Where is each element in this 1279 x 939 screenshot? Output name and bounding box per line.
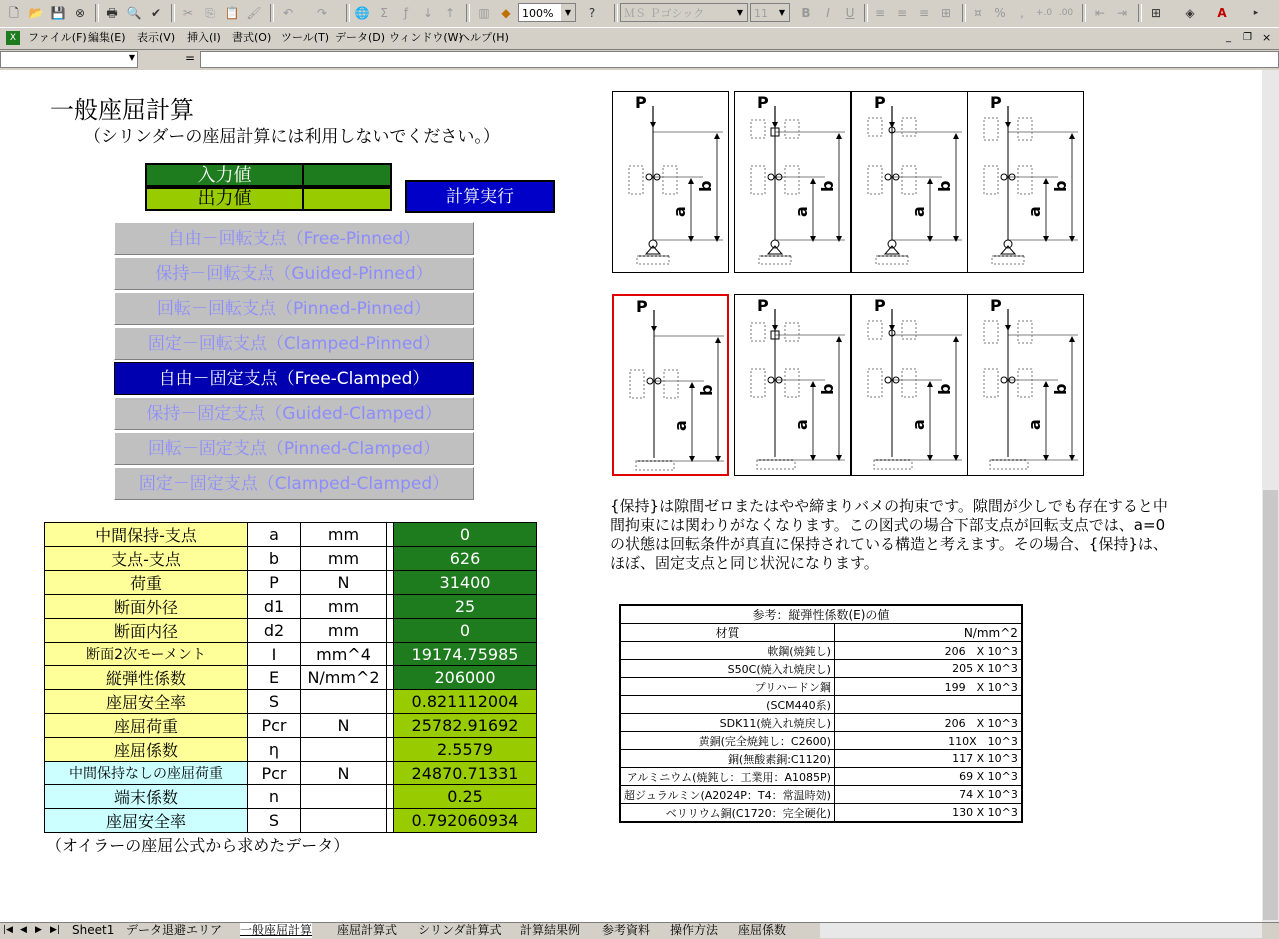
currency-icon[interactable]: ¤	[974, 6, 982, 20]
calc-symbol: Pcr	[248, 762, 301, 785]
calc-symbol: n	[248, 785, 301, 809]
case-pinned-clamped-button[interactable]: 回転－固定支点（Pinned-Clamped）	[114, 432, 474, 465]
support-diagram	[734, 91, 851, 273]
minimize-icon[interactable]: _	[1226, 32, 1231, 43]
ref-row	[620, 714, 1022, 732]
dimension-label-b: b	[1051, 383, 1070, 395]
calc-gap	[387, 571, 394, 595]
calc-value[interactable]: 25	[394, 595, 537, 619]
dimension-label-b: b	[696, 180, 715, 192]
calc-row	[45, 666, 537, 690]
calc-value[interactable]: 0	[394, 523, 537, 547]
calc-symbol: P	[248, 571, 301, 595]
calc-gap	[387, 762, 394, 785]
percent-icon[interactable]: %	[994, 6, 1006, 20]
align-right-icon[interactable]: ≡	[918, 6, 930, 20]
calc-label: 断面2次モーメント	[45, 643, 248, 666]
tab-result-examples[interactable]: 計算結果例	[520, 923, 581, 937]
dimension-label-b: b	[935, 383, 954, 395]
ref-title: 参考：縦弾性係数(E)の値	[620, 605, 1022, 624]
toolbar-separator	[466, 4, 470, 22]
dimension-label-b: b	[935, 180, 954, 192]
ref-material: (SCM440系)	[620, 696, 834, 714]
calc-label: 座屈荷重	[45, 714, 248, 738]
calc-label: 断面外径	[45, 595, 248, 619]
increase-indent-icon[interactable]: ⇥	[1116, 6, 1128, 20]
calc-unit: N	[301, 762, 387, 785]
decrease-indent-icon[interactable]: ⇤	[1094, 6, 1106, 20]
autosum-icon[interactable]: Σ	[380, 6, 388, 20]
calc-unit: mm^4	[301, 643, 387, 666]
toolbar-separator	[171, 4, 175, 22]
load-label-p: P	[874, 296, 886, 315]
ref-material: SDK11(焼入れ焼戻し)	[620, 714, 834, 732]
toolbar-separator	[1082, 4, 1086, 22]
legend-output	[145, 187, 392, 211]
dimension-label-a: a	[909, 206, 928, 217]
ref-material: 超ジュラルミン(A2024P：T4：常温時効)	[620, 786, 834, 804]
calc-symbol: S	[248, 690, 301, 714]
ref-row	[620, 750, 1022, 768]
diagram-drawing	[968, 92, 1083, 272]
support-diagram	[851, 294, 968, 476]
ref-material: アルミニウム(焼鈍し：工業用：A1085P)	[620, 768, 834, 786]
ref-row	[620, 732, 1022, 750]
vertical-scrollbar[interactable]	[1262, 70, 1279, 922]
load-label-p: P	[636, 297, 648, 316]
hyperlink-icon[interactable]: 🌐	[354, 6, 370, 20]
calc-value: 25782.91692	[394, 714, 537, 738]
format-painter-icon[interactable]: 🖌	[246, 6, 262, 20]
dimension-label-a: a	[909, 419, 928, 430]
calc-label: 座屈安全率	[45, 809, 248, 833]
first-sheet-icon[interactable]: |◀	[3, 925, 13, 935]
increase-decimal-icon[interactable]: +.0	[1035, 8, 1053, 18]
calc-value[interactable]: 206000	[394, 666, 537, 690]
toolbar-separator	[1138, 4, 1142, 22]
calc-row	[45, 643, 537, 666]
ref-row	[620, 768, 1022, 786]
dimension-label-a: a	[671, 420, 690, 431]
support-diagram	[967, 91, 1084, 273]
bold-icon[interactable]: B	[801, 6, 811, 20]
menu-format[interactable]: 書式(O)	[232, 31, 272, 44]
calc-gap	[387, 547, 394, 571]
legend-divider	[302, 189, 304, 209]
case-guided-pinned-button[interactable]: 保持－回転支点（Guided-Pinned）	[114, 257, 474, 290]
decrease-decimal-icon[interactable]: .00	[1058, 8, 1074, 18]
dimension-label-a: a	[792, 206, 811, 217]
calc-value: 0.821112004	[394, 690, 537, 714]
chevron-down-icon: ▼	[775, 4, 789, 21]
cut-icon[interactable]: ✂	[182, 6, 194, 20]
ref-modulus: 130 X 10^3	[834, 804, 1022, 823]
calc-row	[45, 619, 537, 643]
calc-label: 端末係数	[45, 785, 248, 809]
calc-label: 座屈安全率	[45, 690, 248, 714]
calc-gap	[387, 690, 394, 714]
calc-label: 中間保持-支点	[45, 523, 248, 547]
zoom-value: 100%	[522, 7, 554, 20]
calc-symbol: S	[248, 809, 301, 833]
ref-modulus: 205 X 10^3	[834, 660, 1022, 678]
ref-modulus: 74 X 10^3	[834, 786, 1022, 804]
diagram-drawing	[735, 295, 850, 475]
excel-doc-icon[interactable]: X	[6, 31, 20, 45]
calc-row	[45, 785, 537, 809]
tab-general-buckling[interactable]: 一般座屈計算	[240, 923, 313, 937]
calc-gap	[387, 619, 394, 643]
ref-material: ベリリウム銅(C1720：完全硬化)	[620, 804, 834, 823]
menu-file[interactable]: ファイル(F)	[28, 31, 87, 44]
calc-row	[45, 809, 537, 833]
menu-window[interactable]: ウィンドウ(W)	[389, 31, 463, 44]
formula-bar	[0, 49, 1279, 70]
case-pinned-pinned-button[interactable]: 回転－回転支点（Pinned-Pinned）	[114, 292, 474, 325]
toolbar-separator	[962, 4, 966, 22]
legend-input	[145, 163, 392, 187]
calc-value[interactable]: 31400	[394, 571, 537, 595]
case-guided-clamped-button[interactable]: 保持－固定支点（Guided-Clamped）	[114, 397, 474, 430]
comma-icon[interactable]: ,	[1020, 6, 1024, 20]
menu-view[interactable]: 表示(V)	[137, 31, 176, 44]
calc-row	[45, 547, 537, 571]
ref-row	[620, 642, 1022, 660]
toolbar-separator	[614, 4, 618, 22]
tab-data-backup[interactable]: データ退避エリア	[126, 923, 223, 937]
close-icon[interactable]: ×	[1262, 31, 1272, 44]
case-clamped-pinned-button[interactable]: 固定－回転支点（Clamped-Pinned）	[114, 327, 474, 360]
support-diagram	[612, 294, 729, 476]
calc-value[interactable]: 0	[394, 619, 537, 643]
calc-gap	[387, 785, 394, 809]
menu-data[interactable]: データ(D)	[335, 31, 386, 44]
ref-modulus: 206 X 10^3	[834, 642, 1022, 660]
load-label-p: P	[757, 296, 769, 315]
calc-label: 縦弾性係数	[45, 666, 248, 690]
load-label-p: P	[757, 93, 769, 112]
font-name-value: ＭＳ Ｐゴシック	[624, 7, 705, 20]
dimension-label-a: a	[1025, 206, 1044, 217]
legend-input-label: 入力値	[197, 165, 252, 186]
sort-ascending-icon[interactable]: ↓	[422, 6, 434, 20]
ref-modulus	[834, 696, 1022, 714]
calc-label: 中間保持なしの座屈荷重	[45, 762, 248, 785]
function-icon[interactable]: ƒ	[403, 6, 409, 20]
calc-value[interactable]: 626	[394, 547, 537, 571]
support-diagram	[734, 294, 851, 476]
save-icon[interactable]: 💾	[50, 6, 66, 20]
case-free-pinned-button[interactable]: 自由－回転支点（Free-Pinned）	[114, 222, 474, 255]
ref-material: 軟鋼(焼鈍し)	[620, 642, 834, 660]
chevron-down-icon: ▼	[733, 4, 747, 21]
diagram-drawing	[735, 92, 850, 272]
support-diagram	[851, 91, 968, 273]
open-folder-icon[interactable]: 📂	[28, 6, 44, 20]
calc-unit	[301, 690, 387, 714]
last-sheet-icon[interactable]: ▶|	[50, 925, 60, 935]
ref-row	[620, 678, 1022, 696]
undo-icon[interactable]: ↶	[282, 6, 294, 20]
font-size-select[interactable]	[750, 3, 790, 22]
formula-input[interactable]	[200, 51, 1279, 68]
calc-unit	[301, 738, 387, 762]
calc-gap	[387, 523, 394, 547]
ref-row	[620, 804, 1022, 823]
calc-symbol: b	[248, 547, 301, 571]
font-size-value: 11	[754, 7, 768, 20]
help-icon[interactable]: ?	[588, 6, 596, 20]
ref-material: 黄銅(完全焼鈍し：C2600)	[620, 732, 834, 750]
sheet-tab-bar	[0, 922, 1279, 939]
ref-row	[620, 786, 1022, 804]
support-diagram	[967, 294, 1084, 476]
ref-header-value: N/mm^2	[834, 624, 1022, 642]
calc-gap	[387, 738, 394, 762]
calc-symbol: Pcr	[248, 714, 301, 738]
calc-symbol: η	[248, 738, 301, 762]
explanation-text: {保持}は隙間ゼロまたはやや締まりバメの拘束です。隙間が少しでも存在すると中間拘束には関わりがなくなります。この図式の場合下部支点が回転支点では、a=0 の状態は回転条件が真直に保持されている構造と考えます。その場合、{保持}は、ほぼ、固定支点と同じ状況になります。	[610, 497, 1168, 572]
toolbar-options-icon[interactable]: ▸	[1253, 8, 1259, 18]
calc-label: 支点-支点	[45, 547, 248, 571]
legend-output-label: 出力値	[197, 188, 252, 209]
calc-row	[45, 714, 537, 738]
spell-check-icon[interactable]: ✔	[150, 6, 162, 20]
ref-modulus: 110X 10^3	[834, 732, 1022, 750]
calc-value: 24870.71331	[394, 762, 537, 785]
legend-divider	[302, 165, 304, 185]
calc-label: 荷重	[45, 571, 248, 595]
load-label-p: P	[990, 93, 1002, 112]
load-label-p: P	[635, 93, 647, 112]
modulus-reference-table	[619, 604, 1023, 823]
calc-unit: N	[301, 714, 387, 738]
sort-descending-icon[interactable]: ↑	[444, 6, 456, 20]
calc-unit: mm	[301, 547, 387, 571]
calc-unit	[301, 785, 387, 809]
toolbar-separator	[95, 4, 99, 22]
font-name-select[interactable]	[620, 3, 748, 22]
dimension-label-b: b	[697, 384, 716, 396]
ref-modulus: 117 X 10^3	[834, 750, 1022, 768]
load-label-p: P	[990, 296, 1002, 315]
run-calculation-button[interactable]: 計算実行	[405, 180, 555, 213]
tab-buckling-formula[interactable]: 座屈計算式	[337, 923, 398, 937]
merge-center-icon[interactable]: ⊞	[940, 6, 952, 20]
formula-equals: =	[185, 51, 196, 65]
calc-gap	[387, 809, 394, 833]
chevron-down-icon[interactable]: ▼	[128, 53, 135, 62]
diagram-drawing	[852, 92, 967, 272]
calc-symbol: d2	[248, 619, 301, 643]
diagram-drawing	[614, 296, 729, 476]
vertical-scroll-thumb[interactable]	[1263, 490, 1278, 920]
paste-icon[interactable]: 📋	[224, 6, 240, 20]
ref-row	[620, 696, 1022, 714]
calc-row	[45, 762, 537, 785]
calc-label: 座屈係数	[45, 738, 248, 762]
ref-material: 銅(無酸素銅:C1120)	[620, 750, 834, 768]
prev-sheet-icon[interactable]: ◀	[20, 925, 27, 935]
toolbar-separator	[270, 4, 274, 22]
chart-wizard-icon[interactable]: ▥	[478, 6, 490, 20]
ref-modulus: 206 X 10^3	[834, 714, 1022, 732]
horizontal-scrollbar[interactable]	[820, 923, 1262, 938]
case-free-clamped-button[interactable]: 自由－固定支点（Free-Clamped）	[114, 362, 474, 395]
ref-material: S50C(焼入れ焼戻し)	[620, 660, 834, 678]
print-preview-icon[interactable]: 🔍	[126, 6, 142, 20]
calc-unit: mm	[301, 523, 387, 547]
calc-row	[45, 738, 537, 762]
print-icon[interactable]: 🖶	[106, 6, 118, 20]
toolbar-separator	[346, 4, 350, 22]
tab-buckling-coefficient[interactable]: 座屈係数	[738, 923, 787, 937]
menu-tools[interactable]: ツール(T)	[281, 31, 330, 44]
borders-icon[interactable]: ⊞	[1150, 6, 1162, 20]
calc-value[interactable]: 19174.75985	[394, 643, 537, 666]
calc-unit: mm	[301, 595, 387, 619]
ref-modulus: 199 X 10^3	[834, 678, 1022, 696]
tab-reference[interactable]: 参考資料	[602, 923, 651, 937]
support-diagram	[612, 91, 729, 273]
calc-symbol: E	[248, 666, 301, 690]
ref-row	[620, 660, 1022, 678]
next-sheet-icon[interactable]: ▶	[35, 925, 42, 935]
calc-row	[45, 690, 537, 714]
align-left-icon[interactable]: ≡	[874, 6, 886, 20]
calc-symbol: d1	[248, 595, 301, 619]
diagram-drawing	[968, 295, 1083, 475]
dimension-label-b: b	[818, 383, 837, 395]
calc-unit	[301, 809, 387, 833]
toolbar-separator	[864, 4, 868, 22]
calc-row	[45, 595, 537, 619]
restore-icon[interactable]: ❐	[1243, 32, 1252, 43]
dimension-label-b: b	[1051, 180, 1070, 192]
redo-icon[interactable]: ↷	[316, 6, 328, 20]
calc-unit: N/mm^2	[301, 666, 387, 690]
diagram-drawing	[613, 92, 728, 272]
footnote: （オイラーの座屈公式から求めたデータ）	[46, 836, 350, 855]
tab-sheet1[interactable]: Sheet1	[72, 923, 115, 937]
case-clamped-clamped-button[interactable]: 固定－固定支点（Clamped-Clamped）	[114, 467, 474, 500]
chevron-down-icon: ▼	[561, 4, 575, 21]
zoom-select[interactable]	[518, 3, 576, 22]
dimension-label-a: a	[792, 419, 811, 430]
underline-icon[interactable]: U	[845, 6, 855, 20]
tab-cylinder-formula[interactable]: シリンダ計算式	[418, 923, 502, 937]
dimension-label-a: a	[1025, 419, 1044, 430]
calc-symbol: a	[248, 523, 301, 547]
calc-row	[45, 523, 537, 547]
italic-icon[interactable]: I	[826, 6, 830, 20]
calc-row	[45, 571, 537, 595]
calc-table	[44, 522, 537, 833]
calc-label: 断面内径	[45, 619, 248, 643]
calc-value: 0.25	[394, 785, 537, 809]
ref-header-material: 材質	[620, 624, 834, 642]
calc-gap	[387, 714, 394, 738]
ref-material: プリハードン鋼	[620, 678, 834, 696]
calc-unit: mm	[301, 619, 387, 643]
tab-operation[interactable]: 操作方法	[670, 923, 719, 937]
drawing-icon[interactable]: ◆	[501, 6, 511, 20]
menu-insert[interactable]: 挿入(I)	[187, 31, 221, 44]
font-color-icon[interactable]: A	[1217, 6, 1227, 20]
permission-icon[interactable]: ⊗	[74, 6, 86, 20]
copy-icon[interactable]: ⎘	[205, 6, 215, 20]
calc-symbol: I	[248, 643, 301, 666]
menu-edit[interactable]: 編集(E)	[88, 31, 126, 44]
diagram-drawing	[852, 295, 967, 475]
menu-help[interactable]: ヘルプ(H)	[459, 31, 509, 44]
dimension-label-b: b	[818, 180, 837, 192]
fill-color-icon[interactable]: ◈	[1185, 6, 1195, 20]
new-file-icon[interactable]: 🗋	[9, 6, 19, 20]
page-title: 一般座屈計算	[50, 96, 194, 124]
page-subtitle: （シリンダーの座屈計算には利用しないでください。）	[84, 127, 500, 147]
calc-unit: N	[301, 571, 387, 595]
calc-gap	[387, 666, 394, 690]
ref-modulus: 69 X 10^3	[834, 768, 1022, 786]
standard-toolbar	[0, 0, 1279, 28]
dimension-label-a: a	[670, 206, 689, 217]
load-label-p: P	[874, 93, 886, 112]
calc-gap	[387, 643, 394, 666]
calc-value: 2.5579	[394, 738, 537, 762]
calc-gap	[387, 595, 394, 619]
align-center-icon[interactable]: ≡	[896, 6, 908, 20]
menu-bar	[0, 28, 1279, 48]
name-box[interactable]	[0, 51, 138, 68]
calc-value: 0.792060934	[394, 809, 537, 833]
